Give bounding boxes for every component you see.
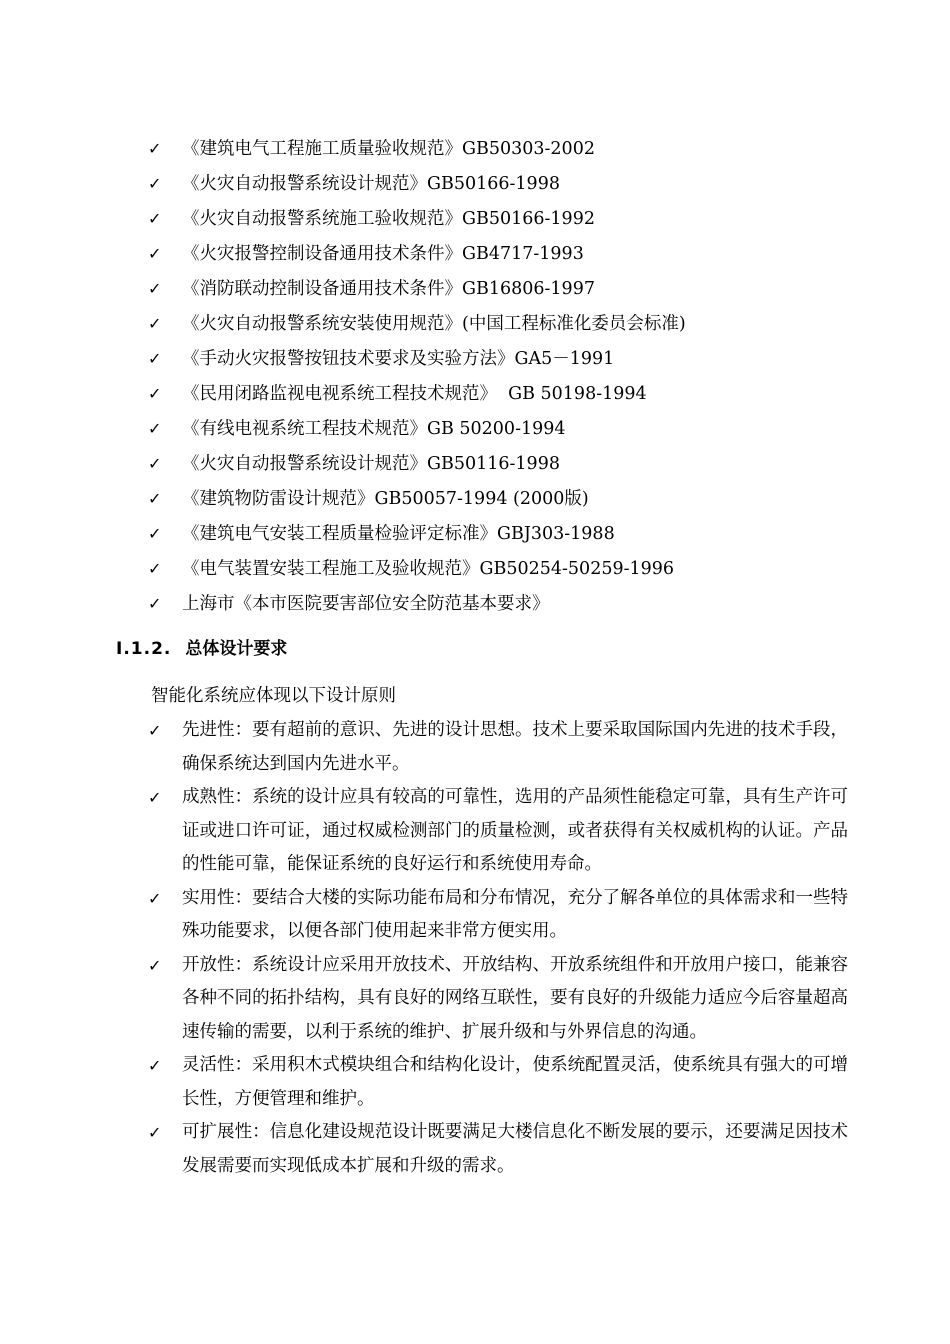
standard-text: 《建筑电气工程施工质量验收规范》GB50303-2002 (182, 139, 595, 159)
standard-item (148, 521, 868, 556)
check-icon: ✓ (148, 524, 162, 543)
principle-text: 成熟性：系统的设计应具有较高的可靠性，选用的产品须性能稳定可靠，具有生产许可证或进口许可证，通过权威检测部门的质量检测，或者获得有关权威机构的认证。产品的性能可靠，能保证系统的良好运行和系统使用寿命。 (182, 787, 848, 874)
standard-item (148, 346, 868, 381)
check-icon: ✓ (148, 888, 162, 908)
standard-text: 《消防联动控制设备通用技术条件》GB16806-1997 (182, 279, 595, 299)
standard-item (148, 206, 868, 241)
principle-text: 开放性：系统设计应采用开放技术、开放结构、开放系统组件和开放用户接口，能兼容各种不同的拓扑结构，具有良好的网络互联性，要有良好的升级能力适应今后容量超高速传输的需要，以利于系统的维护、扩展升级和与外界信息的沟通。 (182, 954, 848, 1042)
standard-item (148, 486, 868, 521)
check-icon: ✓ (148, 384, 162, 403)
standards-list (148, 136, 868, 626)
check-icon: ✓ (148, 1123, 162, 1142)
standard-item (148, 171, 868, 206)
standard-item (148, 241, 868, 276)
standard-text: 《手动火灾报警按钮技术要求及实验方法》GA5－1991 (182, 349, 615, 369)
principle-item (148, 1116, 848, 1183)
standard-item (148, 451, 868, 486)
section-title: 总体设计要求 (185, 639, 288, 659)
standard-text: 《火灾自动报警系统施工验收规范》GB50166-1992 (182, 209, 595, 229)
principle-item (148, 882, 848, 949)
principle-item (148, 781, 848, 882)
standard-item (148, 556, 868, 591)
check-icon: ✓ (148, 1056, 162, 1075)
standard-text: 《建筑电气安装工程质量检验评定标准》GBJ303-1988 (182, 524, 615, 544)
standard-text: 上海市《本市医院要害部位安全防范基本要求》 (182, 594, 550, 614)
check-icon: ✓ (148, 489, 162, 508)
check-icon: ✓ (148, 209, 162, 228)
standard-text: 《电气装置安装工程施工及验收规范》GB50254-50259-1996 (182, 559, 675, 579)
check-icon: ✓ (148, 419, 162, 438)
principle-text: 实用性：要结合大楼的实际功能布局和分布情况，充分了解各单位的具体需求和一些特殊功能要求，以便各部门使用起来非常方便实用。 (182, 887, 848, 941)
check-icon: ✓ (148, 174, 162, 193)
intro-paragraph: 智能化系统应体现以下设计原则 (151, 686, 396, 706)
principle-item (148, 1049, 848, 1116)
check-icon: ✓ (148, 244, 162, 263)
principle-item (148, 949, 848, 1050)
standard-text: 《火灾报警控制设备通用技术条件》GB4717-1993 (182, 244, 584, 264)
check-icon: ✓ (148, 349, 162, 368)
principle-text: 可扩展性：信息化建设规范设计既要满足大楼信息化不断发展的要示，还要满足因技术发展需要而实现低成本扩展和升级的需求。 (182, 1122, 848, 1176)
section-number: I.1.2. (116, 639, 172, 659)
standard-text: 《火灾自动报警系统设计规范》GB50166-1998 (182, 174, 560, 194)
standard-item (148, 276, 868, 311)
principle-item (148, 714, 848, 781)
standard-item (148, 381, 868, 416)
standard-text: 《火灾自动报警系统设计规范》GB50116-1998 (182, 454, 560, 474)
check-icon: ✓ (148, 955, 162, 975)
standard-text: 《有线电视系统工程技术规范》GB 50200-1994 (182, 419, 566, 439)
check-icon: ✓ (148, 559, 162, 578)
check-icon: ✓ (148, 454, 162, 473)
check-icon: ✓ (148, 279, 162, 298)
principle-text: 先进性：要有超前的意识、先进的设计思想。技术上要采取国际国内先进的技术手段，确保系统达到国内先进水平。 (182, 720, 848, 774)
standard-text: 《建筑物防雷设计规范》GB50057-1994 (2000版) (182, 489, 589, 509)
principle-text: 灵活性：采用积木式模块组合和结构化设计，使系统配置灵活，使系统具有强大的可增长性，方便管理和维护。 (182, 1055, 848, 1109)
standard-item (148, 136, 868, 171)
check-icon: ✓ (148, 314, 162, 333)
standard-text: 《火灾自动报警系统安装使用规范》(中国工程标准化委员会标准) (182, 314, 686, 334)
principles-list (148, 714, 848, 1183)
standard-item (148, 311, 868, 346)
check-icon: ✓ (148, 721, 162, 740)
check-icon: ✓ (148, 788, 162, 807)
standard-text: 《民用闭路监视电视系统工程技术规范》 GB 50198-1994 (182, 384, 647, 404)
check-icon: ✓ (148, 594, 162, 613)
check-icon: ✓ (148, 139, 162, 158)
standard-item (148, 416, 868, 451)
section-heading (116, 636, 287, 662)
standard-item (148, 591, 868, 626)
